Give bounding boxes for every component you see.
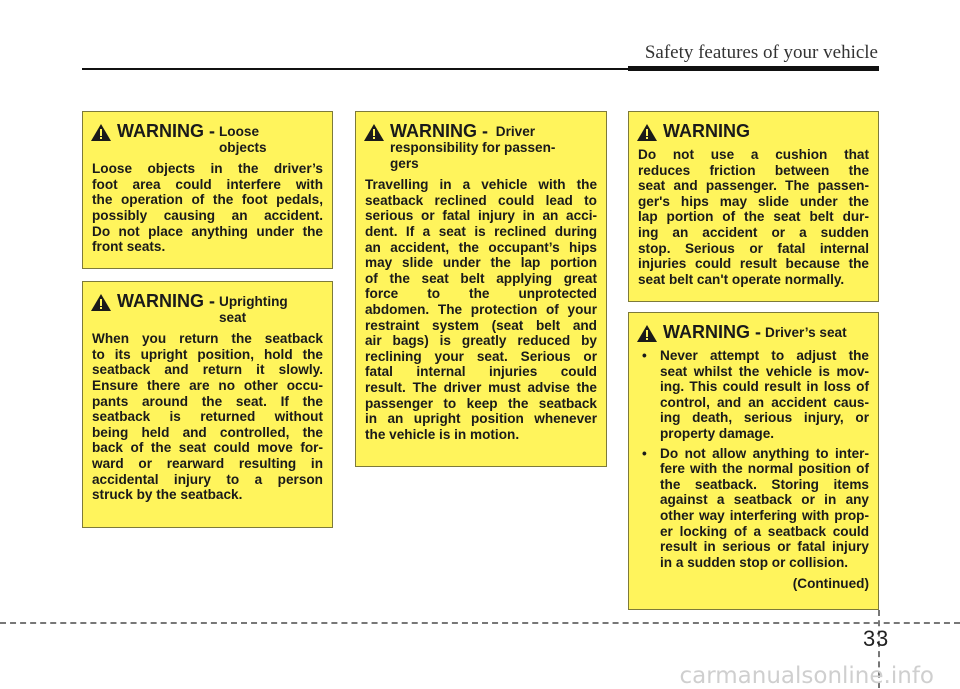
warning-box-uprighting-seat <box>82 281 333 528</box>
warning-box-loose-objects <box>82 111 333 269</box>
footer-rule <box>0 622 960 624</box>
header-rule-accent <box>628 66 879 71</box>
chapter-number: 3 <box>863 626 879 651</box>
watermark: carmanualsonline.info <box>679 663 934 689</box>
list-item: • Do not allow anything to inter- fere with the normal position of the seatback. Storing items against a seatback or in any other way interfering with prop- er locking of a seatback could result in serious or fatal injury in a sudden stop or collision. <box>642 445 869 570</box>
warning-keyword: WARNING <box>663 121 750 141</box>
warning-box-driver-responsibility <box>355 111 607 467</box>
warning-title: Driver’s seat <box>765 325 847 340</box>
warning-box-drivers-seat <box>628 312 879 610</box>
warning-triangle-icon <box>91 294 111 311</box>
warning-heading <box>390 121 555 171</box>
warning-keyword: WARNING - <box>117 121 215 141</box>
warning-body: When you return the seatback to its upright position, hold the seatback and return it slowly. Ensure there are no other occu- pants around the seat. If the seatback is returned without being held and controlled, the back of the seat could move for- ward or rearward resulting in accidental injury to a person struck by the seatback. <box>92 331 323 503</box>
warning-triangle-icon <box>364 124 384 141</box>
warning-title: Loose objects <box>219 124 267 155</box>
warning-keyword: WARNING - <box>117 291 215 311</box>
warning-keyword: WARNING - <box>390 121 488 141</box>
warning-triangle-icon <box>637 325 657 342</box>
bullet-icon: • <box>642 445 647 461</box>
warning-box-cushion <box>628 111 879 302</box>
warning-keyword: WARNING - <box>663 322 761 342</box>
continued-label: (Continued) <box>792 576 869 592</box>
warning-title-first: Driver <box>495 124 536 139</box>
section-title: Safety features of your vehicle <box>644 42 878 63</box>
page-number <box>863 626 892 652</box>
warning-body: Do not use a cushion that reduces friction between the seat and passenger. The passen- ger's hips may slide under the lap portion of the seat belt dur- ing an accident or a sudden stop. Serious or fatal internal injuries could result because the seat belt can't operate normally. <box>638 147 869 287</box>
bullet-icon: • <box>642 348 647 363</box>
warning-header <box>92 291 323 325</box>
warning-title-rest: responsibility for passen- gers <box>390 140 556 171</box>
warning-body <box>638 348 869 592</box>
list-item: • Never attempt to adjust the seat whilst the vehicle is mov- ing. This could result in loss of control, and an accident caus- ing death, serious injury, or property damage. <box>642 348 869 441</box>
warning-header <box>638 322 869 342</box>
warning-header <box>638 121 869 141</box>
warning-body: Loose objects in the driver’s foot area could interfere with the operation of the foot pedals, possibly causing an accident. Do not place anything under the front seats. <box>92 161 323 255</box>
warning-header <box>365 121 597 171</box>
warning-triangle-icon <box>91 124 111 141</box>
warning-header <box>92 121 323 155</box>
warning-triangle-icon <box>637 124 657 141</box>
page-number-value: 3 <box>876 626 892 651</box>
warning-title: Uprighting seat <box>219 294 288 325</box>
warning-body: Travelling in a vehicle with the seatback reclined could lead to serious or fatal injury in an acci- dent. If a seat is reclined during an accident, the occupant’s hips may slide under the lap portion of the seat belt applying great force to the unprotected abdomen. The protection of your restraint system (seat belt and air bags) is greatly reduced by reclining your seat. Serious or fatal internal injuries could result. The driver must advise the passenger to keep the seatback in an upright position whenever the vehicle is in motion. <box>365 177 597 442</box>
